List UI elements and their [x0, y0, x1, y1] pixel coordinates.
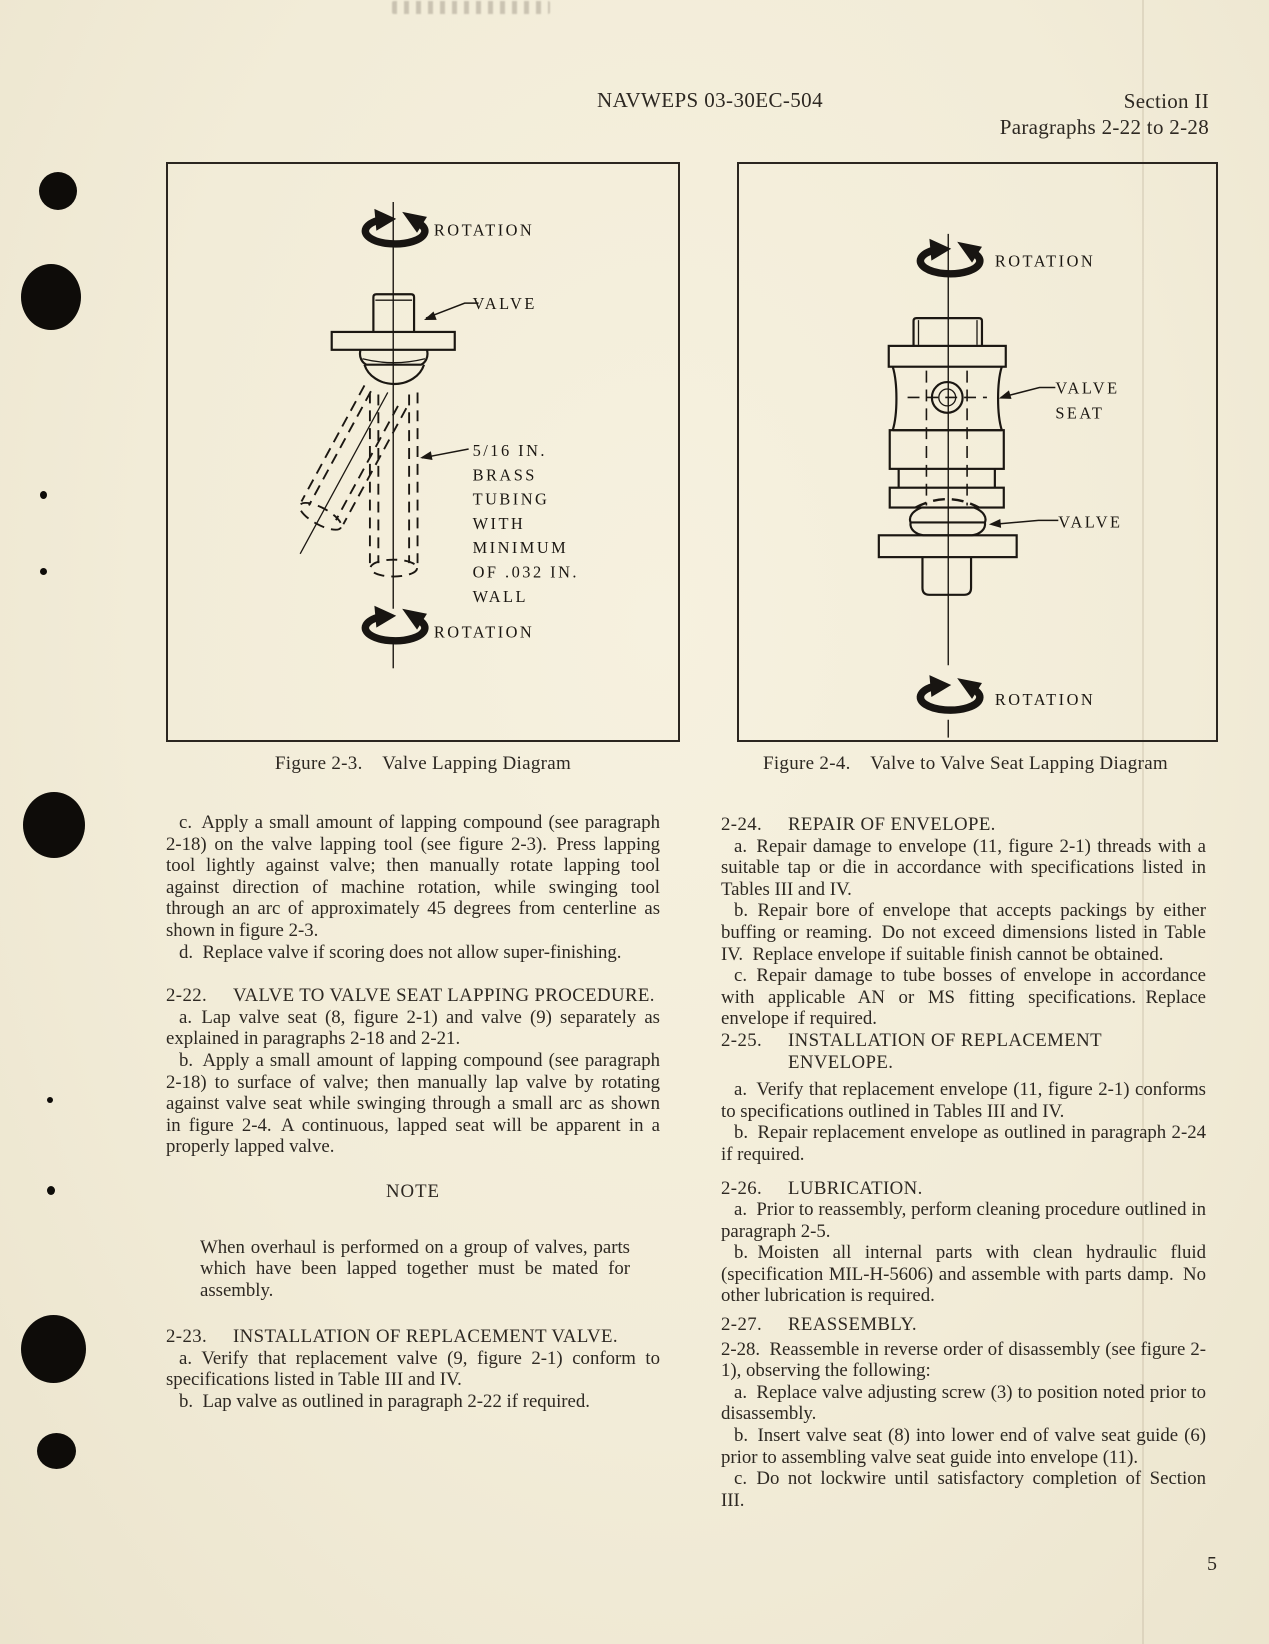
heading-title: LUBRICATION.	[788, 1177, 923, 1199]
heading-number: 2-27.	[721, 1314, 763, 1336]
valve-seat-label-line1: VALVE	[1055, 378, 1120, 398]
heading-number: 2-26.	[721, 1177, 763, 1199]
heading-number: 2-22.	[166, 985, 208, 1007]
paragraph-2-24-c: c. Repair damage to tube bosses of envelope in accordance with applicable AN or MS fitting specifications. Replace envelope if required.	[721, 965, 1206, 1030]
rotation-label-bottom: ROTATION	[433, 622, 535, 642]
figure-2-4	[737, 162, 1218, 742]
paragraph-2-22-a: a. Lap valve seat (8, figure 2-1) and valve (9) separately as explained in paragraphs 2-18 and 2-21.	[166, 1006, 660, 1050]
brass-tube-swung	[279, 381, 408, 565]
valve-seat-label-line2: SEAT	[1055, 403, 1105, 423]
arrowhead-icon	[999, 390, 1012, 399]
paragraph-2-28-b: b. Insert valve seat (8) into lower end of valve seat guide (6) prior to assembling valve seat guide into envelope (11).	[721, 1425, 1206, 1468]
note-body: When overhaul is performed on a group of valves, parts which have been lapped together must be mated for assembly.	[200, 1236, 630, 1301]
heading-number: 2-23.	[166, 1326, 208, 1348]
ink-speck	[40, 568, 47, 575]
rotation-arrow-icon	[920, 239, 982, 274]
header-right	[1000, 88, 1209, 140]
paragraph-2-22-b: b. Apply a small amount of lapping compound (see paragraph 2-18) to surface of valve; then manually lap valve by rotating against valve seat while swinging through a small arc as shown in figure 2-4. A continuous, lapped seat will be apparent in a properly lapped valve.	[166, 1049, 660, 1158]
punch-mark	[37, 1433, 76, 1469]
paragraph-2-25-b: b. Repair replacement envelope as outlined in paragraph 2-24 if required.	[721, 1122, 1206, 1165]
note-title: NOTE	[385, 1180, 441, 1202]
rotation-label-bottom: ROTATION	[994, 689, 1096, 709]
valve-lapping-diagram	[168, 164, 678, 740]
ink-speck	[40, 491, 47, 499]
paragraph-2-21-d: d. Replace valve if scoring does not allow super-finishing.	[179, 941, 622, 963]
heading-title-line: INSTALLATION OF REPLACEMENT	[788, 1029, 1102, 1051]
rotation-arrow-icon	[365, 209, 427, 244]
tubing-label	[473, 441, 579, 606]
rotation-label-top: ROTATION	[994, 251, 1096, 271]
punch-mark	[39, 172, 77, 210]
heading-number: 2-24.	[721, 814, 763, 835]
paragraph-2-23-a: a. Verify that replacement valve (9, figure 2-1) conform to specifications listed in Table III and IV.	[166, 1347, 660, 1391]
svg-text:TUBING: TUBING	[472, 489, 550, 509]
heading-title-line: ENVELOPE.	[788, 1051, 894, 1073]
svg-text:MINIMUM: MINIMUM	[472, 538, 569, 558]
paragraph-2-24-b: b. Repair bore of envelope that accepts packings by either buffing or reaming. Do not exceed dimensions listed in Table IV. Replace envelope if suitable finish cannot be obtained.	[721, 900, 1206, 965]
punch-mark	[21, 264, 81, 330]
figure-2-3-caption: Figure 2-3. Valve Lapping Diagram	[274, 753, 572, 774]
heading-title: VALVE TO VALVE SEAT LAPPING PROCEDURE.	[233, 985, 655, 1007]
left-column	[166, 812, 660, 1413]
punch-mark	[23, 792, 85, 858]
svg-text:WITH: WITH	[472, 513, 526, 533]
valve-leader-line	[993, 520, 1058, 524]
rotation-arrow-icon	[365, 606, 427, 641]
heading-title	[788, 1030, 1206, 1073]
paragraph-2-25-a: a. Verify that replacement envelope (11, figure 2-1) conforms to specifications outlined in Tables III and IV.	[721, 1079, 1206, 1122]
ink-speck	[47, 1186, 55, 1195]
arrowhead-icon	[420, 451, 433, 460]
punch-mark	[21, 1315, 86, 1383]
page-number: 5	[1207, 1553, 1217, 1575]
svg-text:OF .032 IN.: OF .032 IN.	[472, 562, 579, 582]
valve-label: VALVE	[472, 294, 537, 314]
paragraph-2-26-b: b. Moisten all internal parts with clean hydraulic fluid (specification MIL-H-5606) and assemble with parts damp. No other lubrication is required.	[721, 1242, 1206, 1307]
valve-to-valve-seat-lapping-diagram	[739, 164, 1216, 740]
paragraph-2-24-a: a. Repair damage to envelope (11, figure 2-1) threads with a suitable tap or die in accordance with specifications listed in Tables III and IV.	[721, 835, 1206, 900]
figure-2-4-caption: Figure 2-4. Valve to Valve Seat Lapping Diagram	[762, 753, 1169, 774]
heading-2-25	[721, 1030, 1206, 1073]
arrowhead-icon	[989, 519, 1001, 528]
paragraph-range: Paragraphs 2-22 to 2-28	[999, 115, 1209, 139]
paragraph-2-28-c: c. Do not lockwire until satisfactory completion of Section III.	[721, 1468, 1206, 1511]
paragraph-2-26-a: a. Prior to reassembly, perform cleaning procedure outlined in paragraph 2-5.	[721, 1199, 1206, 1242]
valve-seat-outline	[889, 318, 1006, 507]
scan-artifact	[392, 1, 550, 14]
document-number: NAVWEPS 03-30EC-504	[597, 88, 823, 112]
heading-2-26	[721, 1178, 1206, 1200]
heading-2-23	[166, 1326, 660, 1348]
paragraph-2-28-a: a. Replace valve adjusting screw (3) to position noted prior to disassembly.	[721, 1381, 1206, 1425]
svg-text:5/16 IN.: 5/16 IN.	[472, 440, 547, 460]
rotation-arrow-icon	[920, 675, 982, 710]
paragraph-2-23-b: b. Lap valve as outlined in paragraph 2-22 if required.	[179, 1391, 590, 1413]
heading-2-22	[166, 985, 660, 1007]
rotation-label-top: ROTATION	[433, 220, 535, 240]
heading-2-27	[721, 1314, 1206, 1336]
figure-2-3	[166, 162, 680, 742]
right-column	[721, 814, 1206, 1511]
paragraph-2-28: 2-28. Reassemble in reverse order of disassembly (see figure 2-1), observing the following:	[721, 1338, 1206, 1382]
heading-2-24	[721, 814, 1206, 836]
heading-title: REPAIR OF ENVELOPE.	[788, 814, 996, 835]
heading-title: REASSEMBLY.	[788, 1314, 917, 1336]
heading-number: 2-25.	[721, 1029, 763, 1051]
svg-text:BRASS: BRASS	[472, 465, 537, 485]
arrowhead-icon	[424, 312, 437, 321]
ink-speck	[47, 1097, 53, 1103]
svg-text:WALL: WALL	[472, 586, 528, 606]
paragraph-2-21-c: c. Apply a small amount of lapping compound (see paragraph 2-18) on the valve lapping tool (see figure 2-3). Press lapping tool lightly against valve; then manually rotate lapping tool against direction of machine rotation, while swinging tool through an arc of approximately 45 degrees from centerline as shown in figure 2-3.	[166, 812, 660, 941]
section-label: Section II	[1123, 89, 1209, 113]
heading-title: INSTALLATION OF REPLACEMENT VALVE.	[233, 1326, 618, 1348]
valve-label: VALVE	[1058, 512, 1123, 532]
